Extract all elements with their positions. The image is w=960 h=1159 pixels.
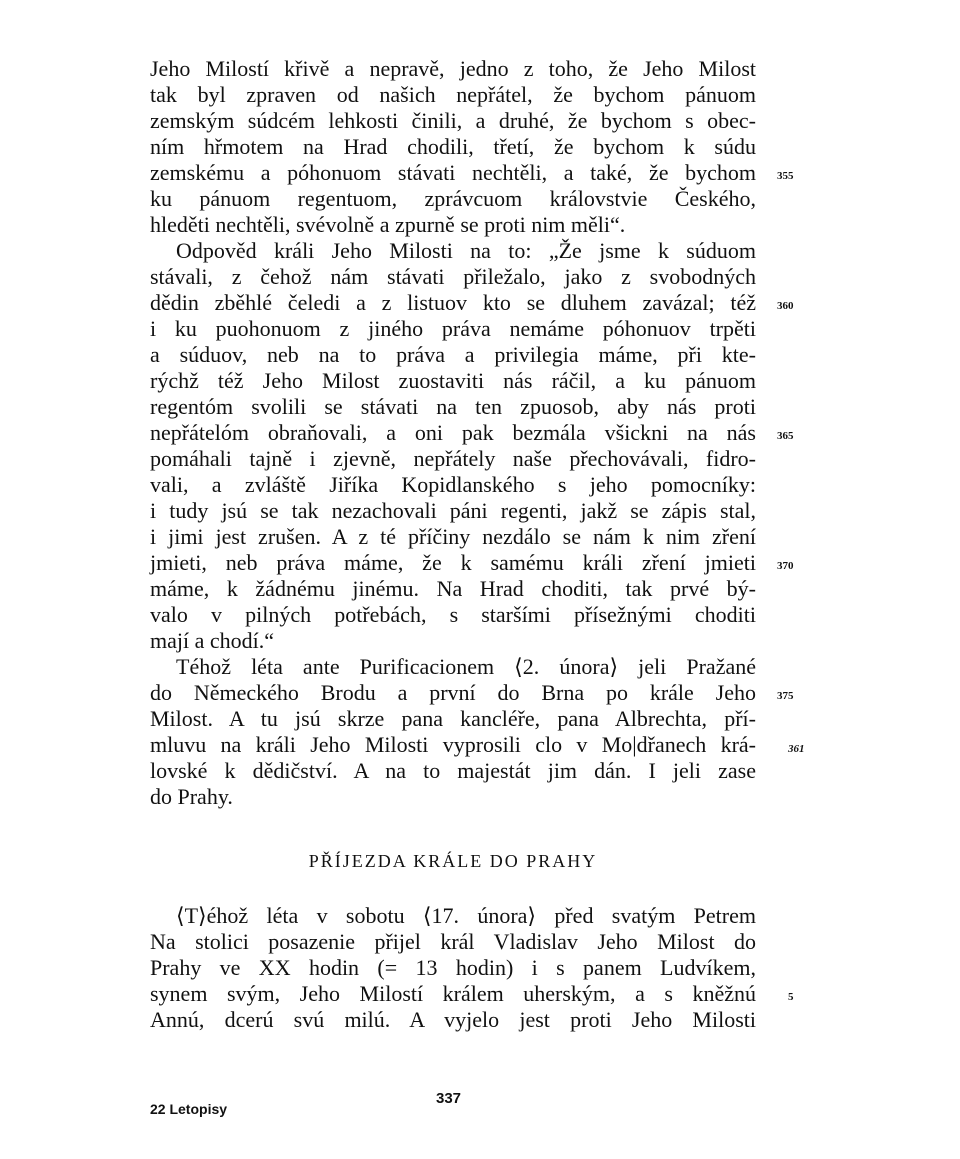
- line-number: 355: [777, 170, 794, 182]
- text-line: zemskému a póhonuom stávati nechtěli, a také, že bychom: [150, 160, 756, 185]
- text-line: máme, k žádnému jinému. Na Hrad choditi, tak prvé bý-: [150, 576, 756, 601]
- text-line: tak byl zpraven od našich nepřátel, že bychom pánuom: [150, 82, 756, 107]
- text-line: do Prahy.: [150, 784, 233, 809]
- line-number: 365: [777, 430, 794, 442]
- text-line: mluvu na králi Jeho Milosti vyprosili clo v Mo|dřanech krá-: [150, 732, 756, 757]
- text-line: Odpověd králi Jeho Milosti na to: „Že jsme k súduom: [176, 238, 756, 263]
- line-number: 360: [777, 300, 794, 312]
- text-line: Jeho Milostí křivě a nepravě, jedno z toho, že Jeho Milost: [150, 56, 756, 81]
- line-number: 375: [777, 690, 794, 702]
- text-line: ku pánuom regentuom, zprávcuom královstvie Českého,: [150, 186, 756, 211]
- text-line: Prahy ve XX hodin (= 13 hodin) i s panem Ludvíkem,: [150, 955, 756, 980]
- text-line: i tudy jsú se tak nezachovali páni regenti, jakž se zápis stal,: [150, 498, 756, 523]
- text-line: Annú, dcerú svú milú. A vyjelo jest proti Jeho Milosti: [150, 1007, 756, 1032]
- text-line: Milost. A tu jsú skrze pana kancléře, pana Albrechta, pří-: [150, 706, 756, 731]
- text-line: i ku puohonuom z jiného práva nemáme póhonuov trpěti: [150, 316, 756, 341]
- text-line: jmieti, neb práva máme, že k samému králi zření jmieti: [150, 550, 756, 575]
- text-line: dědin zběhlé čeledi a z listuov kto se dluhem zavázal; též: [150, 290, 756, 315]
- text-line: synem svým, Jeho Milostí králem uherským, a s kněžnú: [150, 981, 756, 1006]
- text-line: do Německého Brodu a první do Brna po krále Jeho: [150, 680, 756, 705]
- text-line: nepřátelóm obraňovali, a oni pak bezmála všickni na nás: [150, 420, 756, 445]
- text-line: pomáhali tajně i zjevně, nepřátely naše přechovávali, fidro-: [150, 446, 756, 471]
- page-number: 337: [436, 1090, 462, 1107]
- section-heading: PŘÍJEZDA KRÁLE DO PRAHY: [308, 851, 598, 871]
- text-line: valo v pilných potřebách, s staršími přísežnými choditi: [150, 602, 756, 627]
- text-line: i jimi jest zrušen. A z té příčiny nezdálo se nám k nim zření: [150, 524, 756, 549]
- text-line: vali, a zvláště Jiříka Kopidlanského s jeho pomocníky:: [150, 472, 756, 497]
- line-number: 5: [788, 991, 794, 1003]
- text-line: a súduov, neb na to práva a privilegia máme, při kte-: [150, 342, 756, 367]
- text-line: rýchž též Jeho Milost zuostaviti nás ráčil, a ku pánuom: [150, 368, 756, 393]
- text-line: lovské k dědičství. A na to majestát jim dán. I jeli zase: [150, 758, 756, 783]
- text-line: Téhož léta ante Purificacionem ⟨2. února⟩ jeli Pražané: [176, 654, 756, 679]
- text-line: ním hřmotem na Hrad chodili, třetí, že bychom k súdu: [150, 134, 756, 159]
- text-line: stávali, z čehož nám stávati přiležalo, jako z svobodných: [150, 264, 756, 289]
- text-line: Na stolici posazenie přijel král Vladislav Jeho Milost do: [150, 929, 756, 954]
- text-line: regentóm svolili se stávati na ten zpuosob, aby nás proti: [150, 394, 756, 419]
- source-page-number: 361: [788, 743, 805, 755]
- text-line: zemským súdcém lehkosti činili, a druhé, že bychom s obec-: [150, 108, 756, 133]
- footer-signature: 22 Letopisy: [150, 1101, 228, 1117]
- text-line: ⟨T⟩éhož léta v sobotu ⟨17. února⟩ před svatým Petrem: [176, 903, 756, 928]
- text-line: mají a chodí.“: [150, 628, 275, 653]
- text-line: hleděti nechtěli, svévolně a zpurně se proti nim měli“.: [150, 212, 626, 237]
- line-number: 370: [777, 560, 794, 572]
